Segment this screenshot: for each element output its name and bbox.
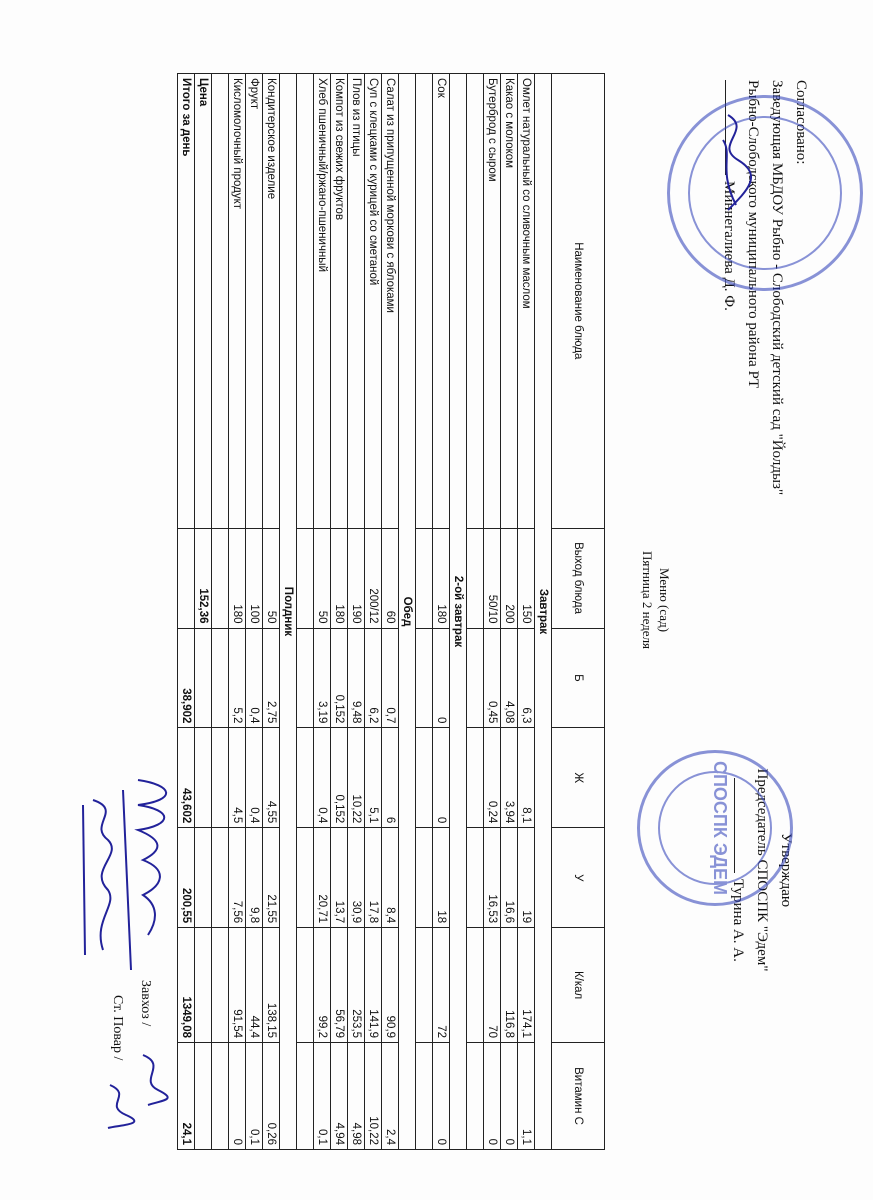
table-row	[433, 74, 450, 1150]
total-value: 200,55	[178, 828, 195, 928]
total-value: 43,602	[178, 728, 195, 828]
table-cell: 8,1	[518, 728, 535, 828]
empty-cell	[212, 828, 229, 928]
cook-label: Ст. Повар /	[110, 995, 125, 1061]
empty-cell	[467, 528, 484, 628]
menu-table	[177, 73, 605, 1150]
section-title: Полдник	[280, 74, 297, 1150]
table-cell: 16,6	[501, 828, 518, 928]
table-row	[246, 74, 263, 1150]
table-cell: 0,7	[382, 628, 399, 728]
table-cell: 16,53	[484, 828, 501, 928]
table-cell: 0,1	[246, 1043, 263, 1150]
total-value: 24,1	[178, 1043, 195, 1150]
table-cell: 50	[314, 528, 331, 628]
empty-cell	[297, 74, 314, 529]
table-cell: 4,5	[229, 728, 246, 828]
dish-name: Фрукт	[246, 74, 263, 529]
dish-name: Бутерброд с сыром	[484, 74, 501, 529]
table-cell: 0,26	[263, 1043, 280, 1150]
table-cell: 6,3	[518, 628, 535, 728]
table-cell: 4,08	[501, 628, 518, 728]
table-cell: 0	[433, 628, 450, 728]
price-value: 152,36	[195, 528, 212, 628]
signature-cook-short	[98, 1080, 138, 1130]
table-cell: 2,75	[263, 628, 280, 728]
signature-cook	[73, 790, 133, 960]
empty-cell	[467, 1043, 484, 1150]
signature-left	[708, 110, 758, 220]
table-cell: 0,4	[246, 628, 263, 728]
menu-title	[639, 470, 673, 730]
table-cell: 1,1	[518, 1043, 535, 1150]
empty-cell	[416, 74, 433, 529]
section-title: Обед	[399, 74, 416, 1150]
table-cell: 20,71	[314, 828, 331, 928]
dish-name: Суп с клецками с курицей со сметаной	[365, 74, 382, 529]
table-cell: 180	[331, 528, 348, 628]
district-line: Рыбно-Слободского муниципального района РТ	[745, 80, 761, 389]
table-cell: 60	[382, 528, 399, 628]
empty-cell	[416, 828, 433, 928]
round-stamp-right	[637, 750, 793, 906]
table-cell: 19	[518, 828, 535, 928]
table-cell: 72	[433, 928, 450, 1043]
table-cell: 0,1	[314, 1043, 331, 1150]
total-value: 38,902	[178, 628, 195, 728]
menu-title-line: Меню (сад)	[657, 567, 672, 633]
table-cell: 0	[433, 728, 450, 828]
table-row	[348, 74, 365, 1150]
dish-name: Кондитерское изделие	[263, 74, 280, 529]
table-cell: 4,55	[263, 728, 280, 828]
total-value: 1349,08	[178, 928, 195, 1043]
table-cell: 0,4	[246, 728, 263, 828]
approve-label: Утверждаю	[778, 832, 794, 908]
empty-cell	[467, 928, 484, 1043]
table-cell: 180	[433, 528, 450, 628]
empty-cell	[416, 928, 433, 1043]
table-header-row	[552, 74, 605, 1150]
table-cell: 10,22	[348, 728, 365, 828]
col-header: Б	[552, 628, 605, 728]
dish-name: Сок	[433, 74, 450, 529]
section-title: 2-ой завтрак	[450, 74, 467, 1150]
empty-cell	[467, 828, 484, 928]
spacer-row	[467, 74, 484, 1150]
table-cell: 21,55	[263, 828, 280, 928]
round-stamp-left	[667, 95, 863, 291]
spacer-row	[212, 74, 229, 1150]
empty-cell	[212, 928, 229, 1043]
dish-name: Хлеб пшеничный/ржано-пшеничный	[314, 74, 331, 529]
table-row	[263, 74, 280, 1150]
empty-cell	[467, 74, 484, 529]
empty-cell	[212, 628, 229, 728]
table-cell: 6	[382, 728, 399, 828]
empty-cell	[416, 628, 433, 728]
table-cell: 100	[246, 528, 263, 628]
table-cell: 9,8	[246, 828, 263, 928]
stamp-text: СПОСПК ЭДЕМ	[710, 760, 730, 896]
chairman-title: Председатель СПОСПК "Эдем"	[754, 768, 770, 972]
table-cell: 0	[433, 1043, 450, 1150]
section-row	[280, 74, 297, 1150]
section-row	[450, 74, 467, 1150]
col-header: У	[552, 828, 605, 928]
table-cell: 2,4	[382, 1043, 399, 1150]
table-cell: 44,4	[246, 928, 263, 1043]
signature-warehouse-short	[133, 1050, 173, 1110]
table-row	[382, 74, 399, 1150]
table-row	[501, 74, 518, 1150]
empty-cell	[297, 728, 314, 828]
dish-name: Омлет натуральный со сливочным маслом	[518, 74, 535, 529]
table-cell: 141,9	[365, 928, 382, 1043]
table-cell: 70	[484, 928, 501, 1043]
empty-cell	[467, 728, 484, 828]
empty-cell	[212, 1043, 229, 1150]
col-header: К/кал	[552, 928, 605, 1043]
table-cell: 13,7	[331, 828, 348, 928]
empty-cell	[297, 828, 314, 928]
total-label: Итого за день	[178, 74, 195, 529]
spacer-row	[416, 74, 433, 1150]
table-cell: 174,1	[518, 928, 535, 1043]
head-title: Заведующая МБДОУ Рыбно - Слободский детский сад "Йолдыз"	[769, 80, 785, 496]
table-cell: 56,79	[331, 928, 348, 1043]
table-cell: 190	[348, 528, 365, 628]
table-row	[484, 74, 501, 1150]
table-cell: 200	[501, 528, 518, 628]
section-row	[535, 74, 552, 1150]
empty-cell	[195, 1043, 212, 1150]
col-header: Витамин С	[552, 1043, 605, 1150]
table-cell: 6,2	[365, 628, 382, 728]
empty-cell	[416, 528, 433, 628]
empty-cell	[467, 628, 484, 728]
dish-name: Плов из птицы	[348, 74, 365, 529]
table-cell: 18	[433, 828, 450, 928]
col-header: Выход блюда	[552, 528, 605, 628]
table-cell: 0	[229, 1043, 246, 1150]
table-cell: 200/12	[365, 528, 382, 628]
table-cell: 5,1	[365, 728, 382, 828]
table-cell: 116,8	[501, 928, 518, 1043]
menu-day-line: Пятница 2 неделя	[640, 550, 655, 650]
empty-cell	[212, 528, 229, 628]
empty-cell	[297, 1043, 314, 1150]
table-cell: 91,54	[229, 928, 246, 1043]
table-cell: 0,152	[331, 628, 348, 728]
table-cell: 4,98	[348, 1043, 365, 1150]
table-cell: 7,56	[229, 828, 246, 928]
table-cell: 3,94	[501, 728, 518, 828]
table-cell: 3,19	[314, 628, 331, 728]
empty-cell	[416, 1043, 433, 1150]
warehouse-label: Завхоз /	[138, 980, 153, 1027]
empty-cell	[416, 728, 433, 828]
dish-name: Какао с молоком	[501, 74, 518, 529]
price-row	[195, 74, 212, 1150]
table-row	[229, 74, 246, 1150]
table-cell: 17,8	[365, 828, 382, 928]
table-cell: 5,2	[229, 628, 246, 728]
empty-cell	[212, 74, 229, 529]
spacer-row	[297, 74, 314, 1150]
total-row	[178, 74, 195, 1150]
table-cell: 99,2	[314, 928, 331, 1043]
col-header: Наименование блюда	[552, 74, 605, 529]
table-cell: 50/10	[484, 528, 501, 628]
table-cell: 50	[263, 528, 280, 628]
table-row	[314, 74, 331, 1150]
table-row	[365, 74, 382, 1150]
empty-cell	[297, 928, 314, 1043]
empty-cell	[297, 628, 314, 728]
table-cell: 0	[501, 1043, 518, 1150]
price-label: Цена	[195, 74, 212, 529]
dish-name: Салат из припущенной моркови с яблоками	[382, 74, 399, 529]
approved-label: Согласовано:	[793, 80, 809, 165]
table-cell: 30,9	[348, 828, 365, 928]
signer-name-left: Миннегалиева Д. Ф.	[721, 181, 737, 311]
table-cell: 8,4	[382, 828, 399, 928]
empty-cell	[178, 528, 195, 628]
table-cell: 0,4	[314, 728, 331, 828]
empty-cell	[212, 728, 229, 828]
table-cell: 253,5	[348, 928, 365, 1043]
dish-name: Кисломолочный продукт	[229, 74, 246, 529]
empty-cell	[297, 528, 314, 628]
dish-name: Компот из свежих фруктов	[331, 74, 348, 529]
table-cell: 0,24	[484, 728, 501, 828]
empty-cell	[195, 628, 212, 728]
empty-cell	[195, 828, 212, 928]
section-title: Завтрак	[535, 74, 552, 1150]
table-cell: 180	[229, 528, 246, 628]
table-row	[331, 74, 348, 1150]
table-cell: 0	[484, 1043, 501, 1150]
table-cell: 150	[518, 528, 535, 628]
table-row	[518, 74, 535, 1150]
table-cell: 9,48	[348, 628, 365, 728]
signer-name-right: Турина А. А.	[730, 879, 746, 962]
table-cell: 10,22	[365, 1043, 382, 1150]
table-cell: 4,94	[331, 1043, 348, 1150]
empty-cell	[195, 928, 212, 1043]
empty-cell	[195, 728, 212, 828]
col-header: Ж	[552, 728, 605, 828]
table-cell: 0,152	[331, 728, 348, 828]
table-cell: 90,9	[382, 928, 399, 1043]
table-cell: 138,15	[263, 928, 280, 1043]
section-row	[399, 74, 416, 1150]
table-cell: 0,45	[484, 628, 501, 728]
